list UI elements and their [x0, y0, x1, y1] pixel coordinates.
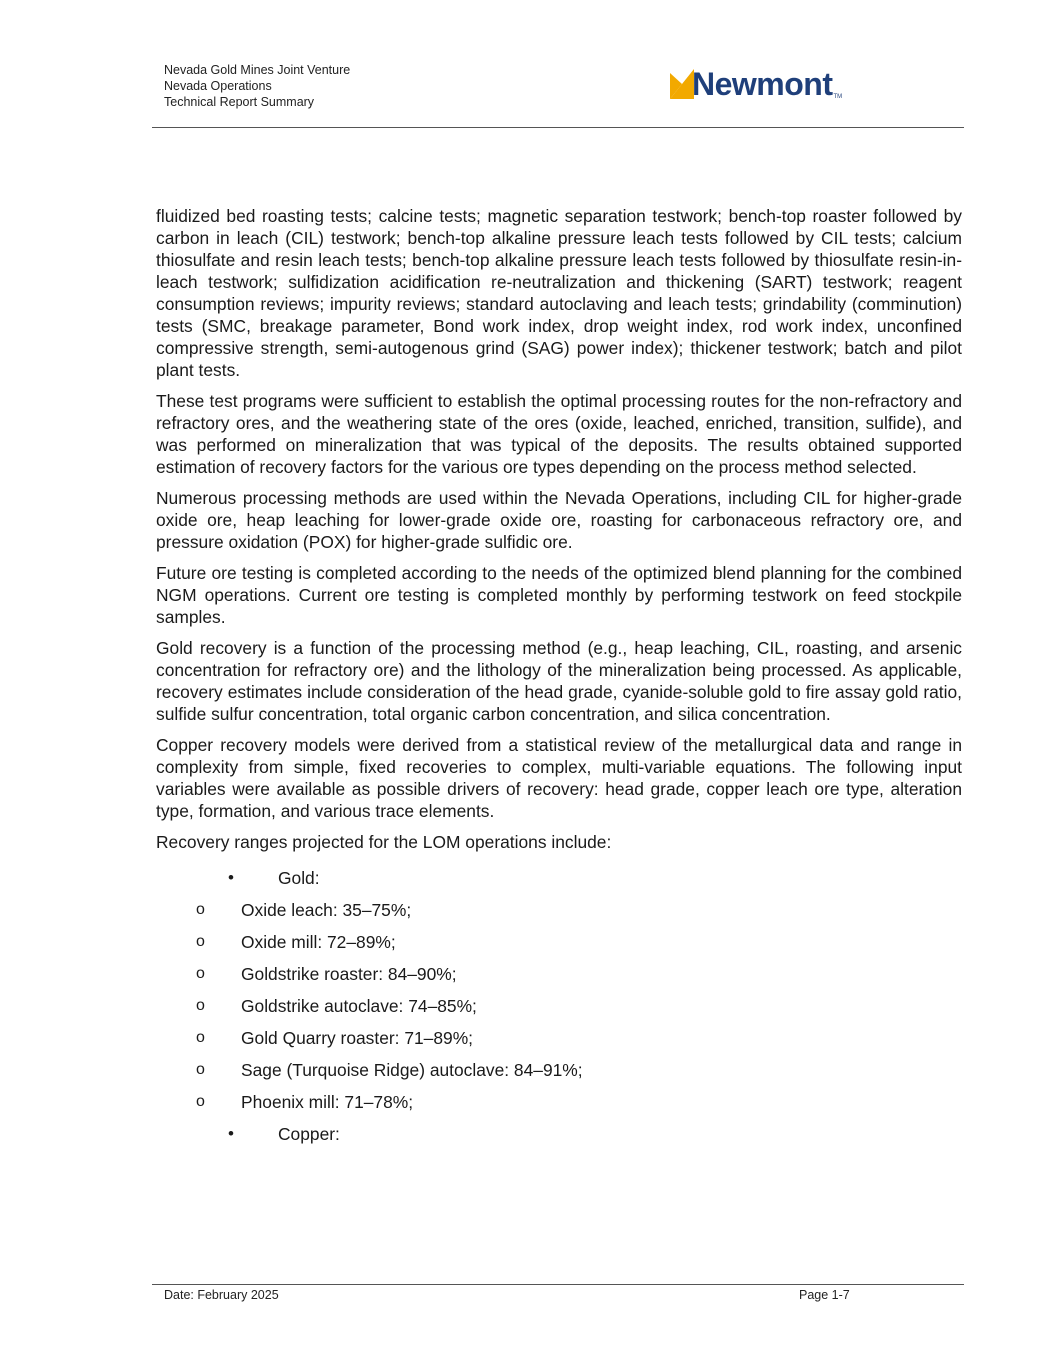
- footer-page-number: Page 1-7: [799, 1288, 850, 1302]
- sub-bullet: o: [196, 933, 205, 950]
- newmont-logo-mark-icon: [670, 69, 694, 99]
- list-item: [156, 1054, 962, 1086]
- footer-date: Date: February 2025: [164, 1288, 279, 1302]
- sub-bullet: o: [196, 1029, 205, 1046]
- bullet-dot: •: [228, 1124, 234, 1143]
- list-item: [156, 926, 962, 958]
- recovery-sage-autoclave: Sage (Turquoise Ridge) autoclave: 84–91%;: [241, 1060, 583, 1080]
- recovery-oxide-leach: Oxide leach: 35–75%;: [241, 900, 412, 920]
- list-item-gold: [156, 862, 962, 894]
- page-body: [156, 205, 962, 1150]
- header-divider: [152, 127, 964, 128]
- logo-trademark: TM: [833, 94, 843, 100]
- paragraph-test-programs: These test programs were sufficient to establish the optimal processing routes for the non-refractory and refractory ores, and the weathering state of the ores (oxide, leached, enriched, transition, sulfide), and was performed on mineralization that was typical of the deposits. The results obtained supported estimation of recovery factors for the various ore types depending on the process method selected.: [156, 391, 962, 477]
- bullet-dot: •: [228, 868, 234, 887]
- sub-bullet: o: [196, 1061, 205, 1078]
- footer-divider: [152, 1284, 964, 1285]
- header-text-block: [164, 62, 350, 110]
- header-report-title: Technical Report Summary: [164, 95, 315, 109]
- paragraph-copper-recovery: Copper recovery models were derived from a statistical review of the metallurgical data and range in complexity from simple, fixed recoveries to complex, multi-variable equations. The following input variables were available as possible drivers of recovery: head grade, copper leach ore type, alteration type, formation, and various trace elements.: [156, 735, 962, 821]
- header-operations: Nevada Operations: [164, 79, 272, 93]
- recovery-oxide-mill: Oxide mill: 72–89%;: [241, 932, 396, 952]
- list-item-copper: [156, 1118, 962, 1150]
- paragraph-testwork: fluidized bed roasting tests; calcine tests; magnetic separation testwork; bench-top roaster followed by carbon in leach (CIL) testwork; bench-top alkaline pressure leach tests followed by CIL tests; calcium thiosulfate and resin leach tests; bench-top alkaline pressure leach tests followed by thiosulfate resin-in-leach testwork; sulfidization acidification re-neutralization and thickening (SART) testwork; reagent consumption reviews; impurity reviews; standard autoclaving and leach tests; grindability (comminution) tests (SMC, breakage parameter, Bond work index, drop weight index, rod work index, unconfined compressive strength, semi-autogenous grind (SAG) power index); thickener testwork; batch and pilot plant tests.: [156, 206, 962, 380]
- list-item: [156, 894, 962, 926]
- list-item: [156, 1086, 962, 1118]
- sub-bullet: o: [196, 1093, 205, 1110]
- header-company: Nevada Gold Mines Joint Venture: [164, 63, 351, 77]
- page-header: [0, 0, 1055, 130]
- bullet-label-gold: Gold:: [278, 868, 320, 888]
- sub-bullet: o: [196, 901, 205, 918]
- paragraph-gold-recovery: Gold recovery is a function of the processing method (e.g., heap leaching, CIL, roasting, and arsenic concentration for refractory ore) and the lithology of the mineralization being processed. As applicable, recovery estimates include consideration of the head grade, cyanide-soluble gold to fire assay gold ratio, sulfide sulfur concentration, total organic carbon concentration, and silica concentration.: [156, 638, 962, 724]
- list-item: [156, 1022, 962, 1054]
- newmont-logo-wordmark: Newmont: [692, 66, 833, 102]
- list-item: [156, 990, 962, 1022]
- recovery-gold-quarry-roaster: Gold Quarry roaster: 71–89%;: [241, 1028, 473, 1048]
- newmont-logo: [670, 66, 842, 106]
- paragraph-processing-methods: Numerous processing methods are used within the Nevada Operations, including CIL for higher-grade oxide ore, heap leaching for lower-grade oxide ore, roasting for carbonaceous refractory ore, and pressure oxidation (POX) for higher-grade sulfidic ore.: [156, 488, 962, 552]
- sub-bullet: o: [196, 965, 205, 982]
- recovery-goldstrike-roaster: Goldstrike roaster: 84–90%;: [241, 964, 457, 984]
- paragraph-recovery-ranges: Recovery ranges projected for the LOM operations include:: [156, 832, 612, 852]
- sub-bullet: o: [196, 997, 205, 1014]
- recovery-goldstrike-autoclave: Goldstrike autoclave: 74–85%;: [241, 996, 477, 1016]
- bullet-label-copper: Copper:: [278, 1124, 340, 1144]
- paragraph-future-testing: Future ore testing is completed according to the needs of the optimized blend planning for the combined NGM operations. Current ore testing is completed monthly by performing testwork on feed stockpile samples.: [156, 563, 962, 627]
- recovery-phoenix-mill: Phoenix mill: 71–78%;: [241, 1092, 414, 1112]
- list-item: [156, 958, 962, 990]
